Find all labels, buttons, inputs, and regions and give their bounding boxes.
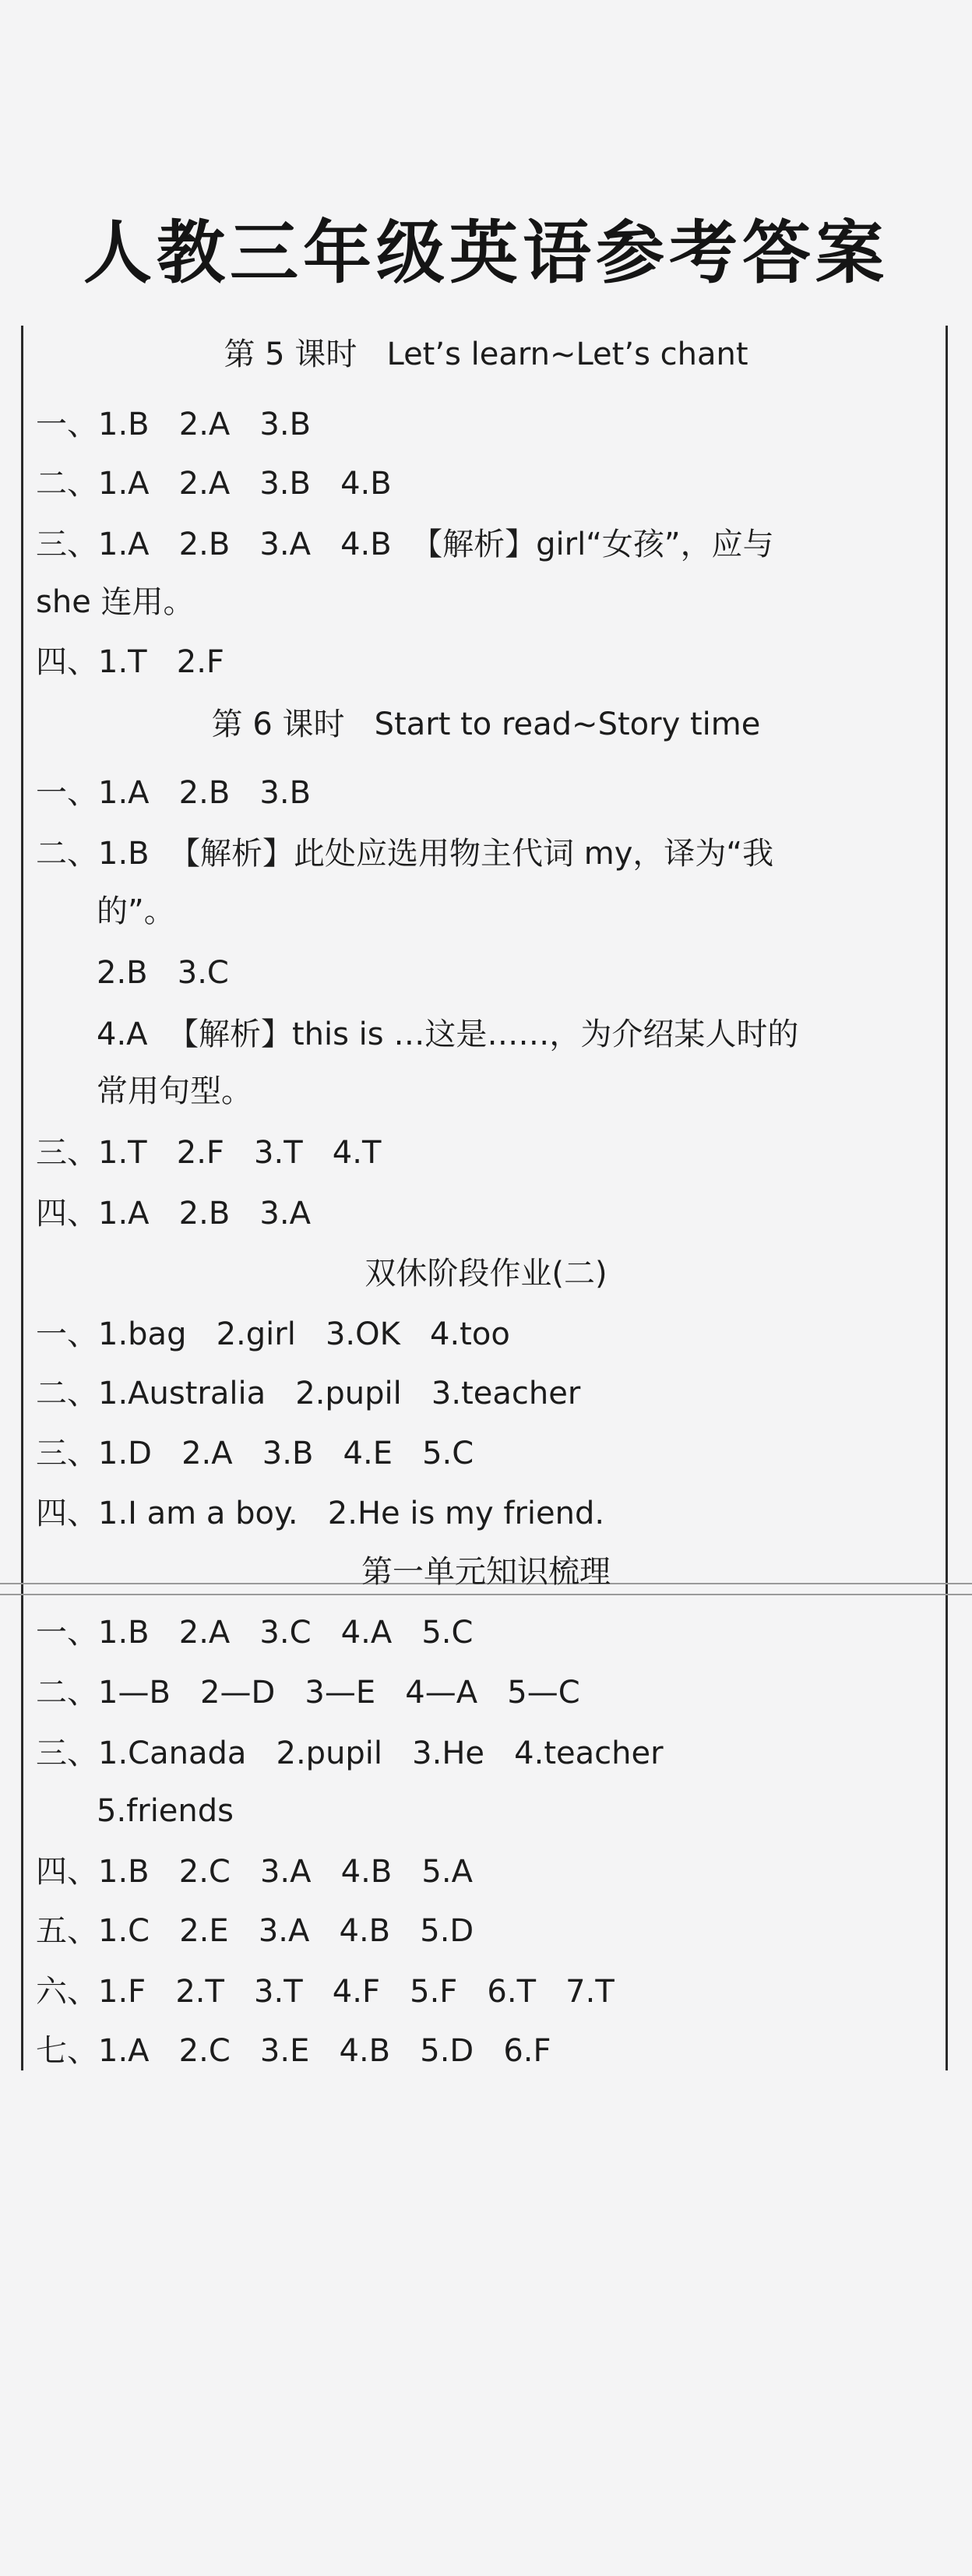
answer-line: 2.B 3.C <box>97 955 229 991</box>
answer-line: 三、1.Canada 2.pupil 3.He 4.teacher <box>36 1736 664 1771</box>
answer-line: 七、1.A 2.C 3.E 4.B 5.D 6.F <box>36 2033 551 2069</box>
answer-line: 二、1.Australia 2.pupil 3.teacher <box>36 1376 581 1411</box>
answer-line: 一、1.bag 2.girl 3.OK 4.too <box>36 1316 510 1352</box>
section-heading-unit-1-review: 第一单元知识梳理 <box>361 1554 611 1590</box>
answer-line-continued: 常用句型。 <box>97 1073 252 1109</box>
answer-line: 一、1.A 2.B 3.B <box>36 775 312 811</box>
answer-line: 4.A 【解析】this is …这是……，为介绍某人时的 <box>97 1017 799 1052</box>
answer-line-continued: 5.friends <box>97 1793 234 1829</box>
section-heading-weekend-homework: 双休阶段作业(二) <box>364 1256 608 1292</box>
answer-line: 一、1.B 2.A 3.C 4.A 5.C <box>36 1615 474 1651</box>
answer-line: 四、1.T 2.F <box>36 644 224 680</box>
answer-line: 一、1.B 2.A 3.B <box>36 407 312 442</box>
page-title: 人教三年级英语参考答案 <box>83 213 889 293</box>
right-border-line <box>946 326 948 2070</box>
answer-line-continued: 的”。 <box>97 893 175 929</box>
answer-line-continued: she 连用。 <box>36 584 195 620</box>
answer-line: 二、1.A 2.A 3.B 4.B <box>36 466 392 502</box>
answer-line: 六、1.F 2.T 3.T 4.F 5.F 6.T 7.T <box>36 1974 615 2010</box>
answer-line: 三、1.T 2.F 3.T 4.T <box>36 1135 382 1171</box>
section-heading-lesson-5: 第 5 课时 Let’s learn~Let’s chant <box>224 337 748 372</box>
answer-line: 四、1.B 2.C 3.A 4.B 5.A <box>36 1854 473 1890</box>
answer-line: 四、1.A 2.B 3.A <box>36 1196 311 1232</box>
answer-line: 三、1.D 2.A 3.B 4.E 5.C <box>36 1436 474 1471</box>
left-border-line <box>21 326 23 2070</box>
answer-line: 五、1.C 2.E 3.A 4.B 5.D <box>36 1913 474 1949</box>
answer-line: 四、1.I am a boy. 2.He is my friend. <box>36 1496 605 1531</box>
section-heading-lesson-6: 第 6 课时 Start to read~Story time <box>211 707 761 742</box>
answer-line: 二、1—B 2—D 3—E 4—A 5—C <box>36 1675 580 1711</box>
answer-line: 二、1.B 【解析】此处应选用物主代词 my，译为“我 <box>36 836 774 872</box>
answer-line: 三、1.A 2.B 3.A 4.B 【解析】girl“女孩”，应与 <box>36 527 774 562</box>
scan-crease-line <box>0 1594 972 1595</box>
